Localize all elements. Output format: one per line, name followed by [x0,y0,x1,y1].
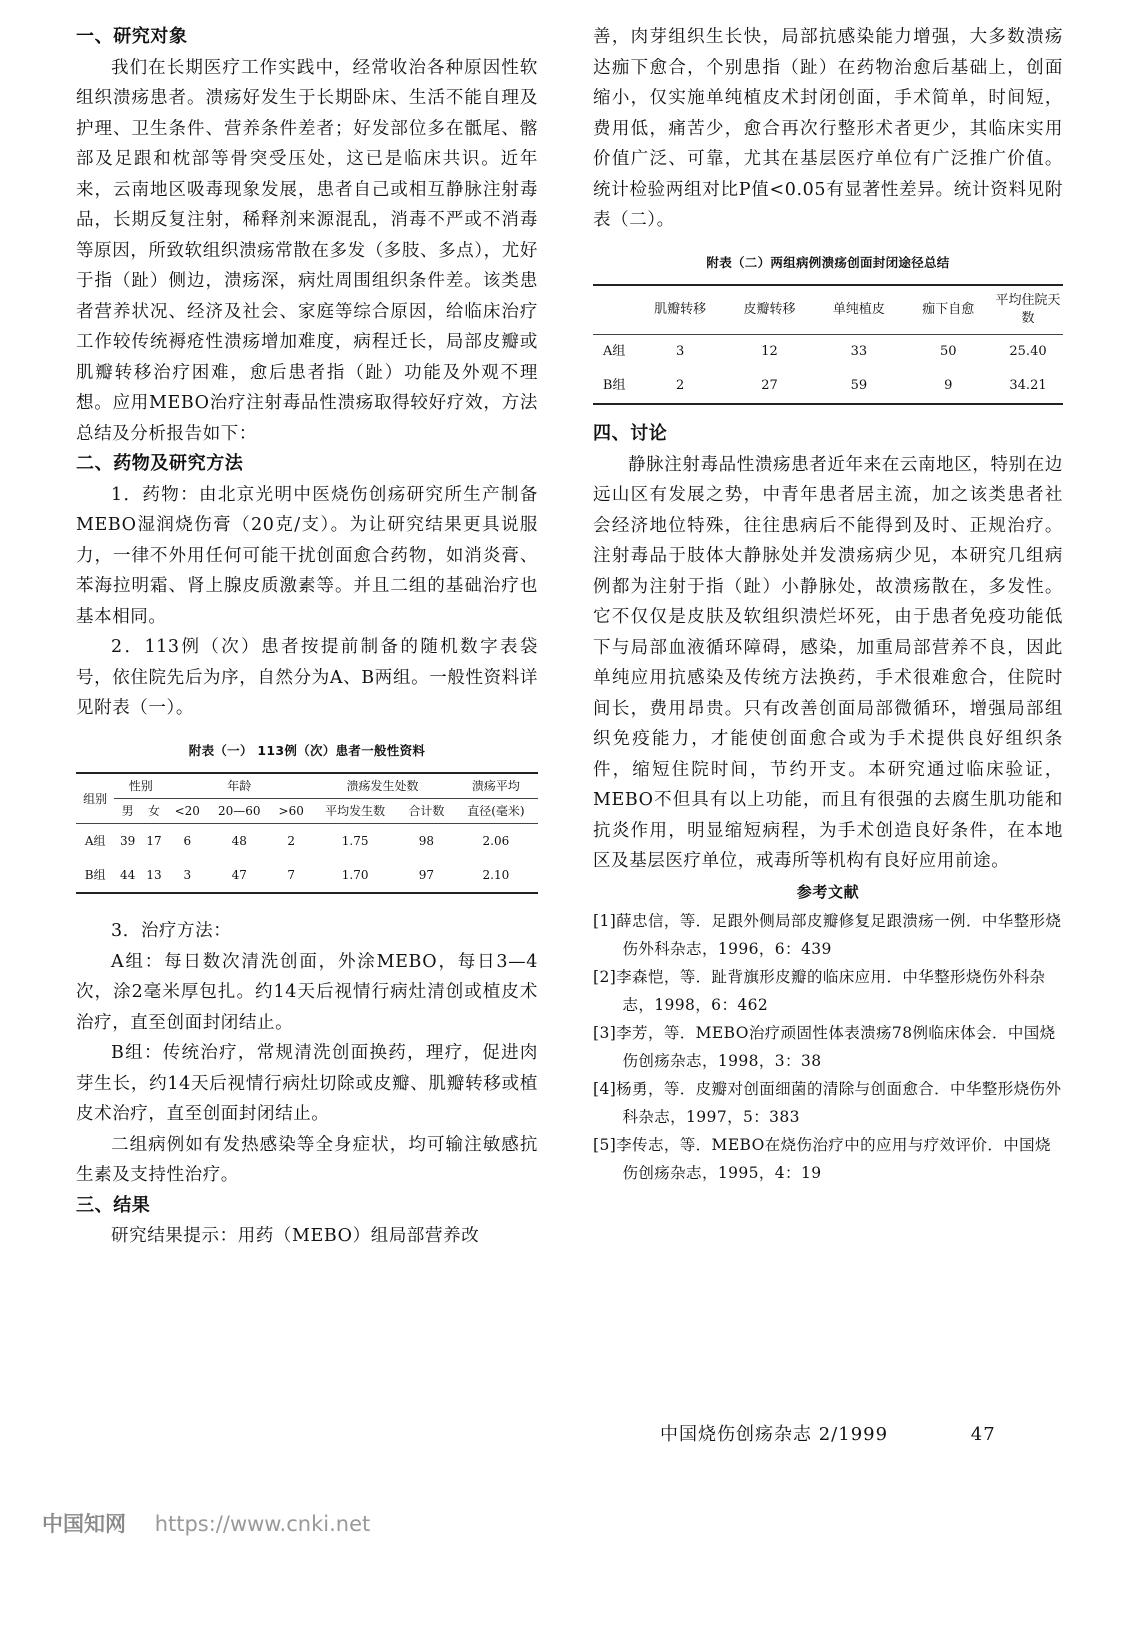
table-cell: 13 [146,868,162,882]
table-cell: 3 [183,868,192,882]
table-cell: 2 [287,834,296,848]
table-header: 年龄 [167,773,311,799]
table-cell: 98 [418,834,435,848]
table-header: 皮瓣转移 [725,285,814,335]
table-caption: 附表（一） 113例（次）患者一般性资料 [188,742,426,758]
table-cell: 7 [287,868,296,882]
paragraph: 2．113例（次）患者按提前制备的随机数字表袋号，依住院先后为序，自然分为A、B两组。一般性资料详见附表（一）。 [76,637,538,718]
table-subheader: 平均发生数 [311,799,399,824]
table-row [593,335,1063,370]
cnki-watermark [42,1508,370,1538]
table-header: 溃疡发生处数 [311,773,454,799]
reference-item: [1]薛忠信，等．足跟外侧局部皮瓣修复足跟溃疡一例．中华整形烧伤外科杂志，1996，6：439 [593,912,1062,958]
paragraph: 3．治疗方法： [111,921,232,941]
table-cell: 1.70 [341,868,369,882]
page-number: 47 [970,1424,996,1445]
paragraph: A组：每日数次清洗创面，外涂MEBO，每日3—4次，涂2毫米厚包扎。约14天后视情行病灶清创或植皮术治疗，直至创面封闭结止。 [76,951,538,1033]
table-header: 痂下自愈 [904,285,993,335]
table-cell: 47 [231,868,247,882]
table-cell: 59 [850,378,868,393]
reference-item: [3]李芳，等．MEBO治疗顽固性体表溃疡78例临床体会．中国烧伤创疡杂志，1998，3：38 [593,1024,1056,1070]
table-header [593,285,635,335]
table-cell: 3 [675,344,685,359]
table-cell: B组 [84,868,106,882]
section-heading: 一、研究对象 [76,26,188,47]
table-cell: 1.75 [341,834,369,848]
table-cell: 9 [944,378,953,393]
section-heading: 三、结果 [76,1194,151,1216]
table-subheader: >60 [271,799,311,824]
general-data-table [76,772,538,894]
table-cell: 48 [231,834,247,848]
table-row [76,824,538,859]
table-header: 肌瓣转移 [635,285,724,335]
table-cell: 44 [119,868,136,882]
closure-route-table [593,284,1063,405]
table-cell: 2 [675,378,685,393]
table-cell: B组 [602,378,626,393]
right-column [593,22,1063,1187]
page-footer [660,1420,996,1446]
table-cell: 12 [761,344,778,359]
table-cell: 2.06 [482,834,510,848]
table-cell: 2.10 [482,868,510,882]
table-header: 单纯植皮 [814,285,903,335]
table-header: 平均住院天数 [993,285,1063,335]
table-cell: 34.21 [1009,378,1047,393]
table-header: 性别 [114,773,167,799]
section-heading: 二、药物及研究方法 [76,453,244,474]
reference-item: [4]杨勇，等．皮瓣对创面细菌的清除与创面愈合．中华整形烧伤外科杂志，1997，5：383 [593,1080,1062,1126]
table-subheader: 直径(毫米) [454,799,538,824]
paragraph: 我们在长期医疗工作实践中，经常收治各种原因性软组织溃疡患者。溃疡好发生于长期卧床、生活不能自理及护理、卫生条件、营养条件差者；好发部位多在骶尾、髂部及足跟和枕部等骨突受压处，这已是临床共识。近年来，云南地区吸毒现象发展，患者自己或相互静脉注射毒品，长期反复注射，稀释剂来源混乱，消毒不严或不消毒等原因，所致软组织溃疡常散在多发（多肢、多点），尤好于指（趾）侧边，溃疡深，病灶周围组织条件差。该类患者营养状况、经济及社会、家庭等综合原因，给临床治疗工作较传统褥疮性溃疡增加难度，病程迁长，局部皮瓣或肌瓣转移治疗困难，愈后患者指（趾）功能及外观不理想。应用MEBO治疗注射毒品性溃疡取得较好疗效，方法总结及分析报告如下： [76,57,538,444]
reference-item: [2]李森恺，等．趾背旗形皮瓣的临床应用．中华整形烧伤外科杂志，1998，6：462 [593,968,1046,1014]
table-cell: 25.40 [1009,344,1047,359]
watermark-url: https://www.cnki.net [154,1512,371,1536]
paragraph: B组：传统治疗，常规清洗创面换药，理疗，促进肉芽生长，约14天后视情行病灶切除或皮瓣、肌瓣转移或植皮术治疗，直至创面封闭结止。 [76,1043,538,1124]
table-cell: 6 [183,834,192,848]
table-cell: A组 [84,834,106,848]
table-subheader: 男 [114,799,140,824]
table-header: 溃疡平均 [454,773,538,799]
table-header: 组别 [76,773,114,824]
paragraph: 1．药物：由北京光明中医烧伤创疡研究所生产制备MEBO湿润烧伤膏（20克/支）。为让研究结果更具说服力，一律不外用任何可能干扰创面愈合药物，如消炎膏、苯海拉明霜、肾上腺皮质激素等。并且二组的基础治疗也基本相同。 [76,484,538,627]
paragraph: 静脉注射毒品性溃疡患者近年来在云南地区，特别在边远山区有发展之势，中青年患者居主流，加之该类患者社会经济地位特殊，往往患病后不能得到及时、正规治疗。注射毒品于肢体大静脉处并发溃疡病少见，本研究几组病例都为注射于指（趾）小静脉处，故溃疡散在，多发性。它不仅仅是皮肤及软组织溃烂坏死，由于患者免疫功能低下与局部血液循环障碍，感染，加重局部营养不良，因此单纯应用抗感染及传统方法换药，手术很难愈合，住院时间长，费用昂贵。只有改善创面局部微循环，增强局部组织免疫能力，才能使创面愈合或为手术提供良好组织条件，缩短住院时间，节约开支。本研究通过临床验证，MEBO不但具有以上功能，而且有很强的去腐生肌功能和抗炎作用，明显缩短病程，为手术创造良好条件，在本地区及基层医疗单位，戒毒所等机构有良好应用前途。 [593,454,1063,871]
table-caption: 附表（二）两组病例溃疡创面封闭途径总结 [706,254,950,270]
table-cell: 17 [146,834,162,848]
table-cell: A组 [603,344,626,359]
table-cell: 27 [761,378,778,393]
table-subheader: 合计数 [399,799,454,824]
section-heading: 四、讨论 [593,423,668,444]
table-subheader: 女 [141,799,167,824]
table-row [593,369,1063,404]
paragraph: 研究结果提示：用药（MEBO）组局部营养改 [111,1226,480,1246]
paragraph: 善，肉芽组织生长快，局部抗感染能力增强，大多数溃疡达痂下愈合，个别患指（趾）在药物治愈后基础上，创面缩小，仅实施单纯植皮术封闭创面，手术简单，时间短，费用低，痛苦少，愈合再次行整形术者更少，其临床实用价值广泛、可靠，尤其在基层医疗单位有广泛推广价值。统计检验两组对比P值<0.05有显著性差异。统计资料见附表（二）。 [593,27,1063,230]
left-column [76,22,538,1252]
reference-item: [5]李传志，等．MEBO在烧伤治疗中的应用与疗效评价．中国烧伤创疡杂志，1995，4：19 [593,1136,1051,1182]
table-subheader: 20—60 [207,799,271,824]
table-cell: 33 [850,344,868,359]
table-row [76,858,538,893]
table-cell: 97 [418,868,435,882]
table-subheader: <20 [167,799,207,824]
journal-name: 中国烧伤创疡杂志 2/1999 [660,1424,889,1445]
table-cell: 50 [940,344,957,359]
paragraph: 二组病例如有发热感染等全身症状，均可输注敏感抗生素及支持性治疗。 [76,1134,538,1185]
references-heading: 参考文献 [796,882,860,901]
watermark-name: 中国知网 [42,1512,126,1536]
table-cell: 39 [119,834,136,848]
